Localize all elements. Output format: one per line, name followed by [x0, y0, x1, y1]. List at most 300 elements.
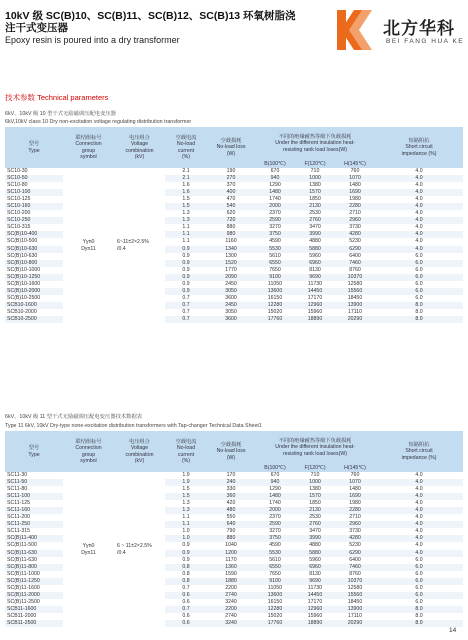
table1-title-en: 6kV,10kV class 10 Dry non-excitation voltage regulating distribution transformer: [5, 119, 192, 125]
cell-type: SC11-100: [5, 493, 63, 500]
cell-loss-h: 2280: [335, 507, 375, 514]
cell-loss-h: 5230: [335, 542, 375, 549]
cell-noload-current: 0.6: [165, 599, 207, 606]
cell-noload-current: 0.9: [165, 246, 207, 253]
cell-impedance: 8.0: [375, 309, 463, 316]
cell-noload-loss: 2740: [207, 592, 255, 599]
header-connection-group: 联结组标号 Connection group symbol: [63, 127, 114, 168]
cell-loss-f: 2760: [295, 217, 335, 224]
cell-noload-current: 1.1: [165, 238, 207, 245]
cell-noload-loss: 400: [207, 189, 255, 196]
cell-loss-h: 1690: [335, 189, 375, 196]
cell-type: SC(B)10-630: [5, 253, 63, 260]
cell-loss-b: 670: [255, 472, 295, 479]
cell-noload-current: 0.7: [165, 302, 207, 309]
cell-loss-h: 1070: [335, 175, 375, 182]
cell-impedance: 6.0: [375, 557, 463, 564]
cell-impedance: 6.0: [375, 274, 463, 281]
cell-impedance: 4.0: [375, 550, 463, 557]
cell-loss-h: 12580: [335, 585, 375, 592]
cell-type: SC11-160: [5, 507, 63, 514]
cell-noload-loss: 1340: [207, 246, 255, 253]
cell-noload-loss: 2450: [207, 302, 255, 309]
cell-noload-current: 1.9: [165, 472, 207, 479]
cell-type: SCB11-2000: [5, 613, 63, 620]
cell-loss-f: 2130: [295, 507, 335, 514]
cell-type: SCB11-2500: [5, 620, 63, 627]
cell-type: SCB10-2000: [5, 309, 63, 316]
table1-title-cn: 6kV、10kV 级 10 型干式无励磁调压配电变压器: [5, 111, 116, 117]
cell-noload-current: 0.7: [165, 606, 207, 613]
cell-impedance: 6.0: [375, 288, 463, 295]
cell-loss-b: 12280: [255, 606, 295, 613]
header-noload-loss: 空载损耗 No-load loss (W): [207, 127, 255, 168]
cell-impedance: 4.0: [375, 168, 463, 175]
cell-loss-f: 11730: [295, 585, 335, 592]
table2-title-en: Type 11 6kV, 10kV Dry-type none-excitation distribution transformers with Tap-changer Technical Data Sheet1: [5, 423, 262, 429]
cell-type: SC11-315: [5, 528, 63, 535]
cell-noload-current: 1.5: [165, 196, 207, 203]
cell-noload-loss: 1360: [207, 564, 255, 571]
cell-loss-f: 1570: [295, 493, 335, 500]
cell-impedance: 4.0: [375, 203, 463, 210]
cell-voltage: 6 ~ 11±2×2.5% /0.4: [114, 472, 165, 627]
cell-noload-loss: 1040: [207, 542, 255, 549]
cell-loss-h: 2960: [335, 217, 375, 224]
cell-loss-h: 1690: [335, 493, 375, 500]
cell-loss-f: 710: [295, 168, 335, 175]
cell-loss-h: 17110: [335, 309, 375, 316]
cell-loss-b: 15020: [255, 309, 295, 316]
cell-loss-f: 15960: [295, 613, 335, 620]
cell-type: SC10-315: [5, 224, 63, 231]
cell-noload-current: 1.0: [165, 528, 207, 535]
cell-loss-f: 1380: [295, 486, 335, 493]
cell-loss-h: 10370: [335, 578, 375, 585]
header-voltage: 电压组合 Voltage combination (kV): [114, 431, 165, 472]
cell-loss-f: 9690: [295, 578, 335, 585]
section-heading: 技术参数 Technical parameters: [5, 93, 109, 102]
cell-loss-f: 12960: [295, 606, 335, 613]
cell-loss-h: 1980: [335, 500, 375, 507]
header-noload-current: 空载电流 No-load current (%): [165, 431, 207, 472]
cell-type: SCB10-1600: [5, 302, 63, 309]
cell-loss-b: 670: [255, 168, 295, 175]
cell-type: SCB11-1600: [5, 606, 63, 613]
cell-noload-loss: 370: [207, 182, 255, 189]
cell-type: SC(B)10-800: [5, 260, 63, 267]
cell-loss-h: 7460: [335, 564, 375, 571]
cell-loss-b: 2590: [255, 521, 295, 528]
cell-noload-loss: 980: [207, 231, 255, 238]
header-loss-h: H(145℃): [335, 464, 375, 472]
cell-loss-h: 3730: [335, 528, 375, 535]
cell-loss-f: 2530: [295, 514, 335, 521]
cell-loss-h: 8760: [335, 267, 375, 274]
cell-noload-loss: 360: [207, 493, 255, 500]
cell-impedance: 8.0: [375, 316, 463, 323]
cell-loss-h: 15560: [335, 288, 375, 295]
cell-impedance: 6.0: [375, 564, 463, 571]
cell-noload-current: 0.6: [165, 592, 207, 599]
cell-noload-current: 0.9: [165, 274, 207, 281]
cell-loss-f: 14450: [295, 288, 335, 295]
cell-loss-h: 5230: [335, 238, 375, 245]
cell-loss-h: 8760: [335, 571, 375, 578]
cell-type: SC(B)10-2500: [5, 295, 63, 302]
cell-impedance: 4.0: [375, 224, 463, 231]
cell-impedance: 4.0: [375, 486, 463, 493]
cell-impedance: 6.0: [375, 281, 463, 288]
cell-impedance: 6.0: [375, 592, 463, 599]
cell-loss-f: 1000: [295, 175, 335, 182]
cell-noload-loss: 3050: [207, 288, 255, 295]
cell-noload-loss: 3240: [207, 599, 255, 606]
cell-loss-f: 5960: [295, 557, 335, 564]
cell-noload-loss: 2200: [207, 585, 255, 592]
hk-logo-icon: [337, 10, 375, 50]
cell-noload-loss: 1200: [207, 550, 255, 557]
company-logo: [333, 8, 468, 54]
cell-impedance: 4.0: [375, 210, 463, 217]
cell-loss-h: 6400: [335, 253, 375, 260]
cell-impedance: 4.0: [375, 479, 463, 486]
cell-type: SC11-30: [5, 472, 63, 479]
cell-loss-h: 6290: [335, 246, 375, 253]
cell-loss-b: 1740: [255, 500, 295, 507]
page-number: 14: [449, 627, 457, 634]
header-type: 型号 Type: [5, 431, 63, 472]
cell-loss-b: 1480: [255, 493, 295, 500]
cell-loss-h: 20290: [335, 316, 375, 323]
cell-loss-f: 1000: [295, 479, 335, 486]
cell-loss-h: 20290: [335, 620, 375, 627]
cell-impedance: 6.0: [375, 599, 463, 606]
cell-loss-h: 18450: [335, 599, 375, 606]
cell-loss-f: 18890: [295, 620, 335, 627]
cell-loss-h: 15560: [335, 592, 375, 599]
cell-loss-b: 16150: [255, 599, 295, 606]
header-loss-b: B(100℃): [255, 464, 295, 472]
cell-loss-b: 11050: [255, 281, 295, 288]
table-row: [5, 472, 463, 479]
cell-noload-loss: 240: [207, 479, 255, 486]
cell-impedance: 4.0: [375, 189, 463, 196]
cell-noload-current: 0.8: [165, 571, 207, 578]
page-subtitle: Epoxy resin is poured into a dry transformer: [5, 35, 180, 45]
cell-impedance: 4.0: [375, 521, 463, 528]
cell-impedance: 4.0: [375, 238, 463, 245]
cell-loss-f: 3470: [295, 528, 335, 535]
cell-loss-b: 15020: [255, 613, 295, 620]
cell-loss-b: 5530: [255, 550, 295, 557]
cell-type: SC(B)10-2000: [5, 288, 63, 295]
cell-loss-f: 18890: [295, 316, 335, 323]
cell-noload-current: 0.7: [165, 316, 207, 323]
cell-noload-loss: 3050: [207, 309, 255, 316]
cell-noload-current: 1.3: [165, 210, 207, 217]
cell-type: SC(B)11-800: [5, 564, 63, 571]
cell-noload-current: 0.6: [165, 613, 207, 620]
cell-type: SC(B)11-630: [5, 550, 63, 557]
cell-loss-b: 5610: [255, 557, 295, 564]
cell-loss-b: 17760: [255, 316, 295, 323]
header-loss-f: F(120℃): [295, 160, 335, 168]
cell-noload-current: 1.3: [165, 500, 207, 507]
cell-noload-current: 0.7: [165, 309, 207, 316]
cell-noload-current: 1.1: [165, 224, 207, 231]
cell-loss-b: 1740: [255, 196, 295, 203]
cell-loss-b: 9100: [255, 274, 295, 281]
cell-noload-current: 0.9: [165, 281, 207, 288]
cell-type: SC(B)11-1250: [5, 578, 63, 585]
cell-impedance: 6.0: [375, 260, 463, 267]
cell-loss-b: 6550: [255, 564, 295, 571]
cell-noload-loss: 2090: [207, 274, 255, 281]
cell-impedance: 6.0: [375, 578, 463, 585]
cell-noload-loss: 2740: [207, 613, 255, 620]
cell-voltage: 6~11±2×2.5% /0.4: [114, 168, 165, 323]
cell-impedance: 4.0: [375, 246, 463, 253]
cell-type: SC11-50: [5, 479, 63, 486]
header-loss-b: B(100℃): [255, 160, 295, 168]
cell-loss-f: 12960: [295, 302, 335, 309]
cell-noload-loss: 720: [207, 217, 255, 224]
cell-loss-b: 3750: [255, 231, 295, 238]
cell-impedance: 8.0: [375, 620, 463, 627]
cell-type: SC(B)11-630: [5, 557, 63, 564]
spec-table-10: [5, 127, 463, 323]
cell-loss-h: 760: [335, 472, 375, 479]
cell-loss-h: 10370: [335, 274, 375, 281]
cell-loss-f: 1380: [295, 182, 335, 189]
cell-type: SC(B)10-1600: [5, 281, 63, 288]
cell-type: SC(B)11-1600: [5, 585, 63, 592]
cell-noload-loss: 1590: [207, 571, 255, 578]
cell-impedance: 4.0: [375, 528, 463, 535]
cell-loss-f: 17170: [295, 295, 335, 302]
cell-impedance: 8.0: [375, 302, 463, 309]
cell-impedance: 4.0: [375, 500, 463, 507]
cell-loss-b: 5530: [255, 246, 295, 253]
cell-noload-loss: 330: [207, 486, 255, 493]
cell-loss-b: 940: [255, 479, 295, 486]
cell-loss-h: 2280: [335, 203, 375, 210]
cell-loss-h: 4280: [335, 231, 375, 238]
cell-impedance: 4.0: [375, 542, 463, 549]
cell-loss-f: 5960: [295, 253, 335, 260]
cell-noload-loss: 1770: [207, 267, 255, 274]
cell-loss-b: 940: [255, 175, 295, 182]
cell-loss-f: 1850: [295, 500, 335, 507]
cell-loss-h: 2960: [335, 521, 375, 528]
cell-noload-current: 0.9: [165, 557, 207, 564]
cell-loss-b: 4590: [255, 542, 295, 549]
cell-loss-b: 2590: [255, 217, 295, 224]
cell-type: SC10-125: [5, 196, 63, 203]
cell-noload-current: 1.3: [165, 507, 207, 514]
cell-noload-loss: 190: [207, 168, 255, 175]
cell-noload-current: 1.5: [165, 486, 207, 493]
cell-type: SC10-160: [5, 203, 63, 210]
cell-type: SC10-200: [5, 210, 63, 217]
cell-noload-current: 1.1: [165, 514, 207, 521]
cell-loss-f: 8130: [295, 571, 335, 578]
cell-noload-loss: 880: [207, 224, 255, 231]
cell-loss-f: 3990: [295, 535, 335, 542]
cell-noload-loss: 790: [207, 528, 255, 535]
cell-loss-f: 5880: [295, 550, 335, 557]
cell-type: SC10-30: [5, 168, 63, 175]
cell-type: SC(B)11-1000: [5, 571, 63, 578]
table-row: [5, 168, 463, 175]
cell-loss-b: 1480: [255, 189, 295, 196]
header-load-loss: 不同的绝缘耐热等级下负载损耗 Under the different insulation heat- resisting rank load loses(W): [255, 127, 375, 160]
cell-loss-f: 6960: [295, 564, 335, 571]
cell-noload-current: 2.1: [165, 168, 207, 175]
cell-noload-loss: 480: [207, 507, 255, 514]
cell-noload-current: 0.9: [165, 253, 207, 260]
cell-noload-loss: 3240: [207, 620, 255, 627]
cell-impedance: 4.0: [375, 182, 463, 189]
header-loss-f: F(120℃): [295, 464, 335, 472]
cell-noload-current: 0.7: [165, 295, 207, 302]
cell-noload-current: 0.6: [165, 620, 207, 627]
cell-loss-f: 3990: [295, 231, 335, 238]
cell-type: SC(B)11-400: [5, 535, 63, 542]
cell-impedance: 4.0: [375, 196, 463, 203]
cell-type: SC(B)10-1250: [5, 274, 63, 281]
cell-loss-f: 2130: [295, 203, 335, 210]
cell-type: SC(B)10-400: [5, 231, 63, 238]
cell-loss-h: 3730: [335, 224, 375, 231]
header-loss-h: H(145℃): [335, 160, 375, 168]
cell-loss-b: 13600: [255, 288, 295, 295]
cell-noload-loss: 270: [207, 175, 255, 182]
cell-loss-f: 11730: [295, 281, 335, 288]
cell-loss-f: 6960: [295, 260, 335, 267]
cell-noload-loss: 1520: [207, 260, 255, 267]
cell-loss-h: 1480: [335, 486, 375, 493]
cell-connection-group: Yyn0 Dyn11: [63, 168, 114, 323]
cell-loss-h: 2710: [335, 210, 375, 217]
cell-impedance: 4.0: [375, 514, 463, 521]
cell-loss-b: 7650: [255, 267, 295, 274]
cell-noload-loss: 880: [207, 535, 255, 542]
cell-loss-b: 3750: [255, 535, 295, 542]
cell-type: SC10-100: [5, 189, 63, 196]
logo-text-cn: 北方华科: [383, 19, 455, 38]
header-load-loss: 不同的绝缘耐热等级下负载损耗 Under the different insulation heat- resisting rank load loses(W): [255, 431, 375, 464]
cell-loss-b: 3270: [255, 224, 295, 231]
cell-loss-f: 1570: [295, 189, 335, 196]
cell-impedance: 4.0: [375, 493, 463, 500]
cell-loss-h: 13900: [335, 302, 375, 309]
cell-loss-b: 16150: [255, 295, 295, 302]
cell-type: SC11-200: [5, 514, 63, 521]
cell-type: SCB10-2500: [5, 316, 63, 323]
page-title: 10kV 级 SC(B)10、SC(B)11、SC(B)12、SC(B)13 环氧树脂浇注干式变压器: [5, 10, 296, 34]
cell-noload-current: 0.9: [165, 267, 207, 274]
table2-title-cn: 6kV、10kV 级 11 型干式无励磁调压配电变压器技术数据表: [5, 414, 143, 420]
cell-loss-b: 11050: [255, 585, 295, 592]
header-noload-current: 空载电流 No-load current (%): [165, 127, 207, 168]
cell-loss-b: 2000: [255, 507, 295, 514]
cell-loss-h: 1480: [335, 182, 375, 189]
cell-type: SC(B)10-1000: [5, 267, 63, 274]
cell-noload-current: 1.5: [165, 493, 207, 500]
cell-noload-loss: 620: [207, 210, 255, 217]
cell-noload-current: 1.9: [165, 479, 207, 486]
cell-impedance: 4.0: [375, 231, 463, 238]
header-voltage: 电压组合 Voltage combination (kV): [114, 127, 165, 168]
cell-noload-loss: 1880: [207, 578, 255, 585]
logo-text-en: BEI FANG HUA KE: [386, 38, 465, 45]
cell-loss-h: 6290: [335, 550, 375, 557]
cell-loss-b: 2370: [255, 514, 295, 521]
cell-loss-b: 3270: [255, 528, 295, 535]
cell-type: SC11-250: [5, 521, 63, 528]
cell-loss-h: 18450: [335, 295, 375, 302]
cell-type: SC(B)11-500: [5, 542, 63, 549]
cell-impedance: 4.0: [375, 535, 463, 542]
cell-type: SC10-250: [5, 217, 63, 224]
cell-noload-current: 1.3: [165, 217, 207, 224]
header-type: 型号 Type: [5, 127, 63, 168]
cell-impedance: 6.0: [375, 585, 463, 592]
cell-loss-b: 6550: [255, 260, 295, 267]
cell-impedance: 4.0: [375, 507, 463, 514]
cell-type: SC11-80: [5, 486, 63, 493]
cell-loss-f: 17170: [295, 599, 335, 606]
cell-loss-f: 5880: [295, 246, 335, 253]
cell-loss-b: 4590: [255, 238, 295, 245]
cell-type: SC(B)10-630: [5, 246, 63, 253]
cell-loss-b: 2370: [255, 210, 295, 217]
cell-noload-current: 1.6: [165, 182, 207, 189]
cell-impedance: 6.0: [375, 571, 463, 578]
cell-loss-h: 17110: [335, 613, 375, 620]
cell-loss-h: 4280: [335, 535, 375, 542]
cell-loss-f: 3470: [295, 224, 335, 231]
cell-loss-b: 13600: [255, 592, 295, 599]
cell-impedance: 8.0: [375, 606, 463, 613]
header-impedance: 短路阻抗 Short circuit impedance (%): [375, 431, 463, 472]
cell-loss-f: 14450: [295, 592, 335, 599]
cell-impedance: 8.0: [375, 613, 463, 620]
cell-impedance: 6.0: [375, 295, 463, 302]
header-noload-loss: 空载损耗 No-load loss (W): [207, 431, 255, 472]
cell-impedance: 6.0: [375, 267, 463, 274]
cell-type: SC10-50: [5, 175, 63, 182]
cell-loss-f: 8130: [295, 267, 335, 274]
cell-noload-current: 0.7: [165, 585, 207, 592]
cell-noload-loss: 1160: [207, 238, 255, 245]
cell-noload-loss: 2200: [207, 606, 255, 613]
cell-noload-current: 1.1: [165, 231, 207, 238]
cell-type: SC(B)11-2500: [5, 599, 63, 606]
cell-noload-current: 0.9: [165, 288, 207, 295]
cell-noload-loss: 1300: [207, 253, 255, 260]
cell-impedance: 4.0: [375, 472, 463, 479]
cell-noload-loss: 2450: [207, 281, 255, 288]
cell-loss-h: 12580: [335, 281, 375, 288]
cell-noload-current: 1.6: [165, 189, 207, 196]
cell-loss-f: 15960: [295, 309, 335, 316]
cell-noload-loss: 640: [207, 521, 255, 528]
cell-loss-f: 710: [295, 472, 335, 479]
cell-noload-loss: 3600: [207, 316, 255, 323]
